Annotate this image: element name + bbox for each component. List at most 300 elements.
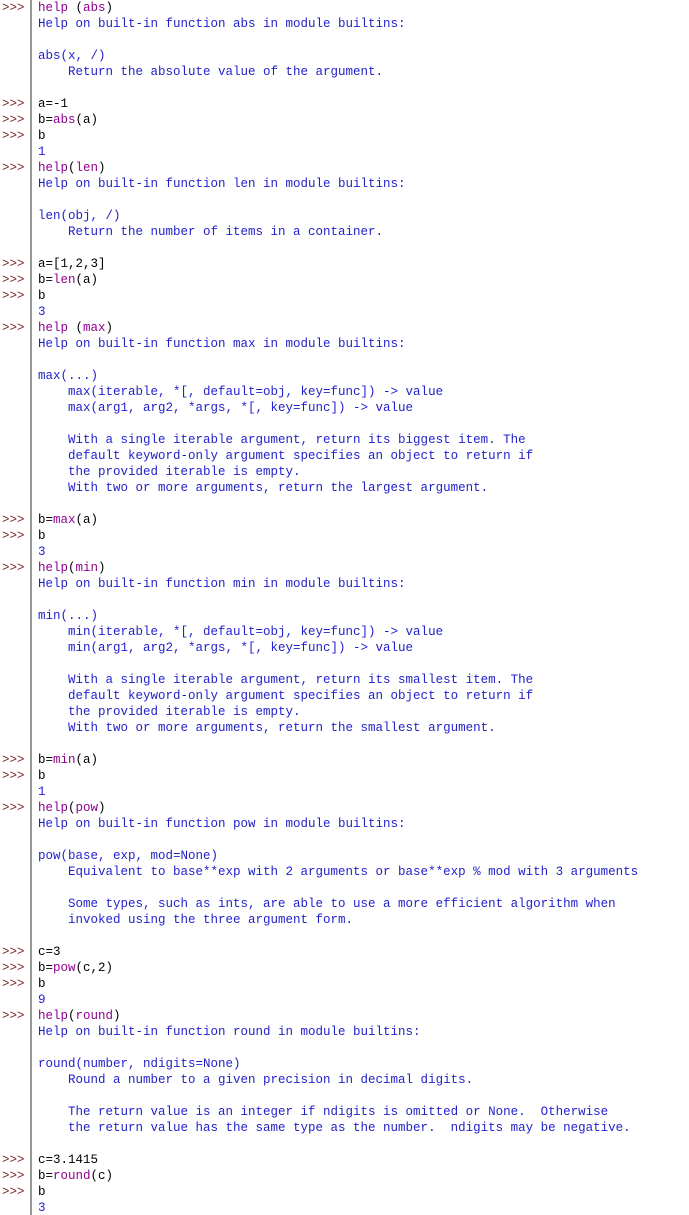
shell-line bbox=[0, 928, 689, 944]
line-content bbox=[32, 272, 98, 288]
shell-line bbox=[0, 176, 689, 192]
prompt: >>> bbox=[0, 768, 32, 784]
shell-line bbox=[0, 288, 689, 304]
line-content bbox=[32, 864, 638, 880]
shell-line bbox=[0, 896, 689, 912]
line-content bbox=[32, 80, 38, 96]
line-content bbox=[32, 832, 38, 848]
input-token: b bbox=[38, 129, 46, 143]
shell-line bbox=[0, 640, 689, 656]
line-content bbox=[32, 576, 406, 592]
line-content bbox=[32, 1184, 46, 1200]
line-content bbox=[32, 784, 46, 800]
shell-line bbox=[0, 480, 689, 496]
shell-line bbox=[0, 1200, 689, 1215]
output-text: Help on built-in function round in module builtins: bbox=[38, 1025, 421, 1039]
shell-line bbox=[0, 944, 689, 960]
shell-line bbox=[0, 416, 689, 432]
line-content bbox=[32, 160, 106, 176]
output-text: Equivalent to base**exp with 2 arguments or base**exp % mod with 3 arguments bbox=[38, 865, 639, 879]
line-content bbox=[32, 544, 46, 560]
input-token: ( bbox=[68, 1, 84, 15]
shell-line bbox=[0, 1024, 689, 1040]
line-content bbox=[32, 688, 533, 704]
output-text: pow(base, exp, mod=None) bbox=[38, 849, 219, 863]
gutter-empty bbox=[0, 544, 32, 560]
shell-line bbox=[0, 320, 689, 336]
line-content bbox=[32, 128, 46, 144]
gutter-empty bbox=[0, 1056, 32, 1072]
input-token: ( bbox=[68, 561, 76, 575]
gutter-empty bbox=[0, 48, 32, 64]
builtin-token: help bbox=[38, 161, 69, 175]
line-content bbox=[32, 976, 46, 992]
input-token: b= bbox=[38, 961, 54, 975]
line-content bbox=[32, 64, 383, 80]
prompt: >>> bbox=[0, 800, 32, 816]
shell-line bbox=[0, 544, 689, 560]
line-content bbox=[32, 592, 38, 608]
output-text: max(...) bbox=[38, 369, 99, 383]
shell-line bbox=[0, 432, 689, 448]
shell-line bbox=[0, 768, 689, 784]
builtin-token: min bbox=[53, 753, 76, 767]
line-content bbox=[32, 320, 113, 336]
gutter-empty bbox=[0, 928, 32, 944]
shell-line bbox=[0, 512, 689, 528]
output-text: Help on built-in function min in module builtins: bbox=[38, 577, 406, 591]
line-content bbox=[32, 368, 98, 384]
input-token: ) bbox=[98, 561, 106, 575]
input-token: a=-1 bbox=[38, 97, 69, 111]
shell-line bbox=[0, 1056, 689, 1072]
prompt: >>> bbox=[0, 128, 32, 144]
gutter-empty bbox=[0, 1040, 32, 1056]
input-token: b= bbox=[38, 753, 54, 767]
shell-line bbox=[0, 368, 689, 384]
output-text: 9 bbox=[38, 993, 46, 1007]
line-content bbox=[32, 1088, 38, 1104]
line-content bbox=[32, 912, 353, 928]
line-content bbox=[32, 400, 413, 416]
shell-line bbox=[0, 1184, 689, 1200]
line-content bbox=[32, 416, 38, 432]
line-content bbox=[32, 704, 301, 720]
output-text: 3 bbox=[38, 305, 46, 319]
input-token: c=3.1415 bbox=[38, 1153, 99, 1167]
gutter-empty bbox=[0, 656, 32, 672]
shell-line bbox=[0, 96, 689, 112]
builtin-token: pow bbox=[75, 801, 99, 815]
gutter-empty bbox=[0, 720, 32, 736]
prompt: >>> bbox=[0, 256, 32, 272]
builtin-token: round bbox=[75, 1009, 114, 1023]
line-content bbox=[32, 304, 46, 320]
line-content bbox=[32, 496, 38, 512]
line-content bbox=[32, 1152, 98, 1168]
prompt: >>> bbox=[0, 272, 32, 288]
line-content bbox=[32, 1024, 421, 1040]
line-content bbox=[32, 816, 406, 832]
shell-line bbox=[0, 64, 689, 80]
line-content bbox=[32, 112, 98, 128]
output-text: Help on built-in function abs in module builtins: bbox=[38, 17, 406, 31]
shell-line bbox=[0, 880, 689, 896]
shell-line bbox=[0, 1088, 689, 1104]
shell-line bbox=[0, 1040, 689, 1056]
line-content bbox=[32, 672, 533, 688]
output-text: Round a number to a given precision in decimal digits. bbox=[38, 1073, 474, 1087]
shell-line bbox=[0, 912, 689, 928]
line-content bbox=[32, 800, 106, 816]
prompt: >>> bbox=[0, 96, 32, 112]
builtin-token: help bbox=[38, 561, 69, 575]
prompt: >>> bbox=[0, 1152, 32, 1168]
line-content bbox=[32, 944, 61, 960]
prompt: >>> bbox=[0, 528, 32, 544]
builtin-token: help bbox=[38, 321, 69, 335]
shell-line bbox=[0, 1136, 689, 1152]
output-text: 1 bbox=[38, 145, 46, 159]
output-text: With two or more arguments, return the largest argument. bbox=[38, 481, 489, 495]
gutter-empty bbox=[0, 416, 32, 432]
input-token: b bbox=[38, 977, 46, 991]
gutter-empty bbox=[0, 480, 32, 496]
shell-line bbox=[0, 256, 689, 272]
shell-line bbox=[0, 384, 689, 400]
input-token: b bbox=[38, 769, 46, 783]
builtin-token: round bbox=[53, 1169, 91, 1183]
shell-line bbox=[0, 464, 689, 480]
gutter-empty bbox=[0, 608, 32, 624]
gutter-empty bbox=[0, 224, 32, 240]
prompt: >>> bbox=[0, 1168, 32, 1184]
shell-line bbox=[0, 496, 689, 512]
gutter-empty bbox=[0, 592, 32, 608]
line-content bbox=[32, 1104, 608, 1120]
input-token: ) bbox=[113, 1009, 121, 1023]
input-token: (a) bbox=[75, 513, 99, 527]
line-content bbox=[32, 448, 533, 464]
gutter-empty bbox=[0, 80, 32, 96]
gutter-empty bbox=[0, 896, 32, 912]
gutter-empty bbox=[0, 624, 32, 640]
line-content bbox=[32, 240, 38, 256]
input-token: ) bbox=[98, 161, 106, 175]
line-content bbox=[32, 528, 46, 544]
line-content bbox=[32, 928, 38, 944]
shell-line bbox=[0, 656, 689, 672]
line-content bbox=[32, 32, 38, 48]
line-content bbox=[32, 736, 38, 752]
line-content bbox=[32, 192, 38, 208]
line-content bbox=[32, 1008, 121, 1024]
shell-line bbox=[0, 624, 689, 640]
output-text: With two or more arguments, return the smallest argument. bbox=[38, 721, 496, 735]
line-content bbox=[32, 432, 526, 448]
gutter-empty bbox=[0, 672, 32, 688]
shell-line bbox=[0, 32, 689, 48]
shell-line bbox=[0, 1168, 689, 1184]
line-content bbox=[32, 96, 68, 112]
input-token: a=[1,2,3] bbox=[38, 257, 106, 271]
output-text: Some types, such as ints, are able to use a more efficient algorithm when bbox=[38, 897, 616, 911]
shell-line bbox=[0, 864, 689, 880]
gutter-empty bbox=[0, 864, 32, 880]
gutter-empty bbox=[0, 912, 32, 928]
line-content bbox=[32, 640, 413, 656]
shell-line bbox=[0, 736, 689, 752]
output-text: 3 bbox=[38, 545, 46, 559]
line-content bbox=[32, 1072, 473, 1088]
shell-line bbox=[0, 752, 689, 768]
gutter-empty bbox=[0, 1200, 32, 1215]
builtin-token: min bbox=[75, 561, 99, 575]
input-token: ( bbox=[68, 161, 76, 175]
builtin-token: help bbox=[38, 801, 69, 815]
input-token: ( bbox=[68, 801, 76, 815]
output-text: 1 bbox=[38, 785, 46, 799]
input-token: ( bbox=[68, 321, 84, 335]
prompt: >>> bbox=[0, 1184, 32, 1200]
output-text: min(...) bbox=[38, 609, 99, 623]
shell-line bbox=[0, 1104, 689, 1120]
shell-line bbox=[0, 304, 689, 320]
gutter-empty bbox=[0, 464, 32, 480]
shell-line bbox=[0, 192, 689, 208]
line-content bbox=[32, 48, 106, 64]
line-content bbox=[32, 0, 113, 16]
gutter-empty bbox=[0, 1104, 32, 1120]
line-content bbox=[32, 768, 46, 784]
output-text: default keyword-only argument specifies an object to return if bbox=[38, 689, 534, 703]
line-content bbox=[32, 1040, 38, 1056]
input-token: ) bbox=[105, 321, 114, 335]
shell-line bbox=[0, 1008, 689, 1024]
line-content bbox=[32, 960, 113, 976]
shell-line bbox=[0, 976, 689, 992]
shell-line bbox=[0, 160, 689, 176]
prompt: >>> bbox=[0, 160, 32, 176]
builtin-token: help bbox=[38, 1, 69, 15]
gutter-empty bbox=[0, 992, 32, 1008]
line-content bbox=[32, 224, 383, 240]
output-text: abs(x, /) bbox=[38, 49, 106, 63]
shell-line bbox=[0, 400, 689, 416]
shell-line bbox=[0, 144, 689, 160]
gutter-empty bbox=[0, 304, 32, 320]
gutter-empty bbox=[0, 400, 32, 416]
line-content bbox=[32, 1200, 46, 1215]
line-content bbox=[32, 1120, 631, 1136]
output-text: Return the number of items in a container. bbox=[38, 225, 384, 239]
line-content bbox=[32, 336, 406, 352]
shell-line bbox=[0, 672, 689, 688]
prompt: >>> bbox=[0, 1008, 32, 1024]
shell-line bbox=[0, 720, 689, 736]
gutter-empty bbox=[0, 336, 32, 352]
gutter-empty bbox=[0, 208, 32, 224]
gutter-empty bbox=[0, 32, 32, 48]
gutter-empty bbox=[0, 1024, 32, 1040]
line-content bbox=[32, 208, 121, 224]
gutter-empty bbox=[0, 432, 32, 448]
output-text: Help on built-in function max in module builtins: bbox=[38, 337, 406, 351]
input-token: (a) bbox=[75, 273, 99, 287]
shell-line bbox=[0, 1152, 689, 1168]
shell-line bbox=[0, 592, 689, 608]
input-token: b bbox=[38, 529, 46, 543]
gutter-empty bbox=[0, 240, 32, 256]
input-token: c=3 bbox=[38, 945, 61, 959]
gutter-empty bbox=[0, 16, 32, 32]
prompt: >>> bbox=[0, 560, 32, 576]
gutter-empty bbox=[0, 1120, 32, 1136]
prompt: >>> bbox=[0, 512, 32, 528]
output-text: round(number, ndigits=None) bbox=[38, 1057, 241, 1071]
gutter-empty bbox=[0, 144, 32, 160]
shell-line bbox=[0, 240, 689, 256]
output-text: len(obj, /) bbox=[38, 209, 121, 223]
line-content bbox=[32, 1168, 113, 1184]
prompt: >>> bbox=[0, 960, 32, 976]
shell-line bbox=[0, 576, 689, 592]
gutter-empty bbox=[0, 176, 32, 192]
builtin-token: abs bbox=[53, 113, 76, 127]
prompt: >>> bbox=[0, 288, 32, 304]
output-text: With a single iterable argument, return its biggest item. The bbox=[38, 433, 526, 447]
input-token: (a) bbox=[75, 753, 99, 767]
output-text: default keyword-only argument specifies an object to return if bbox=[38, 449, 534, 463]
prompt: >>> bbox=[0, 112, 32, 128]
shell-line bbox=[0, 688, 689, 704]
output-text: max(iterable, *[, default=obj, key=func]) -> value bbox=[38, 385, 444, 399]
line-content bbox=[32, 624, 443, 640]
output-text: the return value has the same type as the number. ndigits may be negative. bbox=[38, 1121, 631, 1135]
shell-line bbox=[0, 0, 689, 16]
shell-line bbox=[0, 528, 689, 544]
output-text: Help on built-in function pow in module builtins: bbox=[38, 817, 406, 831]
input-token: b= bbox=[38, 1169, 54, 1183]
shell-line bbox=[0, 16, 689, 32]
gutter-empty bbox=[0, 704, 32, 720]
shell-line bbox=[0, 816, 689, 832]
gutter-empty bbox=[0, 496, 32, 512]
builtin-token: len bbox=[53, 273, 76, 287]
output-text: min(iterable, *[, default=obj, key=func]) -> value bbox=[38, 625, 444, 639]
gutter-empty bbox=[0, 1072, 32, 1088]
gutter-empty bbox=[0, 816, 32, 832]
prompt: >>> bbox=[0, 752, 32, 768]
shell-line bbox=[0, 704, 689, 720]
line-content bbox=[32, 656, 38, 672]
line-content bbox=[32, 608, 98, 624]
line-content bbox=[32, 1056, 241, 1072]
gutter-empty bbox=[0, 352, 32, 368]
input-token: ) bbox=[105, 1, 114, 15]
input-token: (a) bbox=[75, 113, 99, 127]
line-content bbox=[32, 464, 301, 480]
gutter-empty bbox=[0, 848, 32, 864]
prompt: >>> bbox=[0, 944, 32, 960]
line-content bbox=[32, 1136, 38, 1152]
line-content bbox=[32, 288, 46, 304]
prompt: >>> bbox=[0, 0, 32, 16]
output-text: Return the absolute value of the argument. bbox=[38, 65, 384, 79]
builtin-token: len bbox=[75, 161, 99, 175]
shell-line bbox=[0, 832, 689, 848]
shell-line bbox=[0, 848, 689, 864]
shell-line bbox=[0, 224, 689, 240]
line-content bbox=[32, 848, 218, 864]
prompt: >>> bbox=[0, 320, 32, 336]
shell-line bbox=[0, 208, 689, 224]
shell-line bbox=[0, 352, 689, 368]
shell-line bbox=[0, 560, 689, 576]
shell-line bbox=[0, 112, 689, 128]
shell-line bbox=[0, 608, 689, 624]
input-token: b= bbox=[38, 273, 54, 287]
shell-line bbox=[0, 1072, 689, 1088]
shell-line bbox=[0, 960, 689, 976]
gutter-empty bbox=[0, 784, 32, 800]
gutter-empty bbox=[0, 736, 32, 752]
input-token: b bbox=[38, 289, 46, 303]
shell-line bbox=[0, 48, 689, 64]
builtin-token: max bbox=[83, 321, 106, 335]
output-text: min(arg1, arg2, *args, *[, key=func]) -> value bbox=[38, 641, 414, 655]
gutter-empty bbox=[0, 384, 32, 400]
gutter-empty bbox=[0, 448, 32, 464]
builtin-token: abs bbox=[83, 1, 106, 15]
output-text: the provided iterable is empty. bbox=[38, 465, 301, 479]
line-content bbox=[32, 752, 98, 768]
line-content bbox=[32, 16, 406, 32]
gutter-empty bbox=[0, 880, 32, 896]
line-content bbox=[32, 880, 38, 896]
line-content bbox=[32, 560, 106, 576]
gutter-empty bbox=[0, 832, 32, 848]
gutter-empty bbox=[0, 1088, 32, 1104]
line-content bbox=[32, 144, 46, 160]
input-token: ( bbox=[68, 1009, 76, 1023]
builtin-token: max bbox=[53, 513, 76, 527]
shell-line bbox=[0, 272, 689, 288]
input-token: b bbox=[38, 1185, 46, 1199]
shell-line bbox=[0, 992, 689, 1008]
line-content bbox=[32, 256, 106, 272]
shell-line bbox=[0, 784, 689, 800]
output-text: the provided iterable is empty. bbox=[38, 705, 301, 719]
gutter-empty bbox=[0, 192, 32, 208]
line-content bbox=[32, 384, 443, 400]
output-text: invoked using the three argument form. bbox=[38, 913, 354, 927]
input-token: (c) bbox=[90, 1169, 114, 1183]
shell-line bbox=[0, 1120, 689, 1136]
builtin-token: pow bbox=[53, 961, 76, 975]
shell-line bbox=[0, 80, 689, 96]
gutter-empty bbox=[0, 576, 32, 592]
gutter-empty bbox=[0, 368, 32, 384]
input-token: b= bbox=[38, 113, 54, 127]
input-token: ) bbox=[98, 801, 106, 815]
output-text: The return value is an integer if ndigits is omitted or None. Otherwise bbox=[38, 1105, 609, 1119]
output-text: With a single iterable argument, return its smallest item. The bbox=[38, 673, 534, 687]
output-text: Help on built-in function len in module builtins: bbox=[38, 177, 406, 191]
input-token: b= bbox=[38, 513, 54, 527]
gutter-empty bbox=[0, 640, 32, 656]
gutter-empty bbox=[0, 64, 32, 80]
